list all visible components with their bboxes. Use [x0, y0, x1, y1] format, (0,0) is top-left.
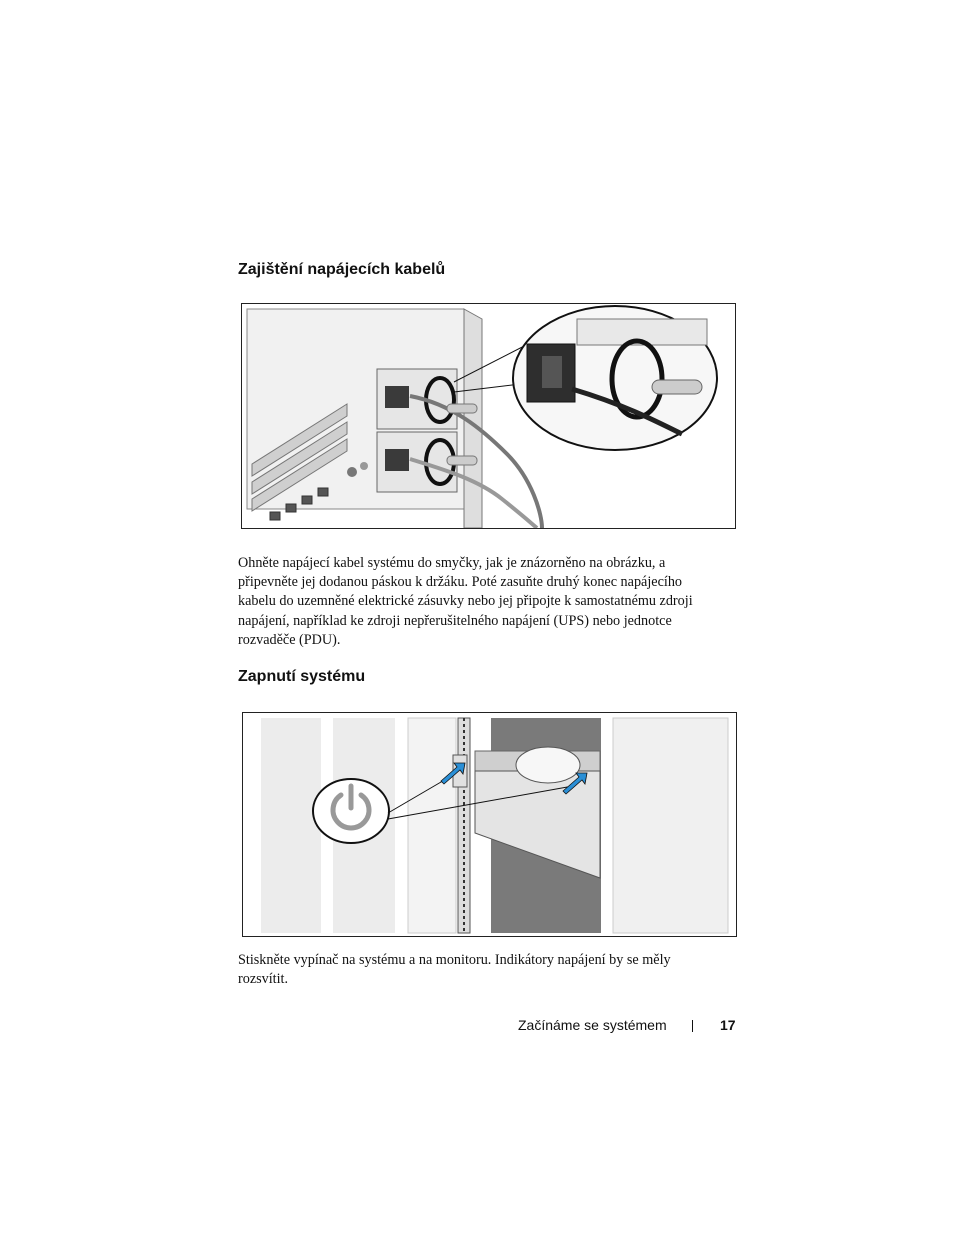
power-on-figure — [242, 712, 737, 937]
section-heading-cables: Zajištění napájecích kabelů — [238, 261, 446, 278]
paragraph-line: Ohněte napájecí kabel systému do smyčky, jak je znázorněno na obrázku, a — [238, 555, 666, 571]
paragraph-line: napájení, například ke zdroji nepřerušitelného napájení (UPS) nebo jednotce — [238, 612, 672, 629]
page-number: 17 — [720, 1017, 736, 1033]
paragraph-line: Stiskněte vypínač na systému a na monitoru. Indikátory napájení by se měly — [238, 952, 671, 968]
paragraph-line: připevněte jej dodanou páskou k držáku. Poté zasuňte druhý konec napájecího — [238, 574, 683, 591]
footer-divider — [692, 1020, 693, 1032]
paragraph-line: rozsvítit. — [238, 971, 289, 988]
section-heading-power-on: Zapnutí systému — [238, 668, 366, 685]
paragraph-line: rozvaděče (PDU). — [238, 631, 341, 648]
cable-instructions-paragraph — [238, 554, 728, 650]
paragraph-line: kabelu do uzemněné elektrické zásuvky nebo jej připojte k samostatnému zdroji — [238, 593, 693, 610]
cable-retention-figure — [241, 303, 736, 529]
power-instructions-paragraph — [238, 951, 728, 989]
power-illustration — [243, 713, 736, 936]
cable-illustration — [242, 304, 735, 528]
footer-section-title: Začínáme se systémem — [518, 1017, 667, 1033]
